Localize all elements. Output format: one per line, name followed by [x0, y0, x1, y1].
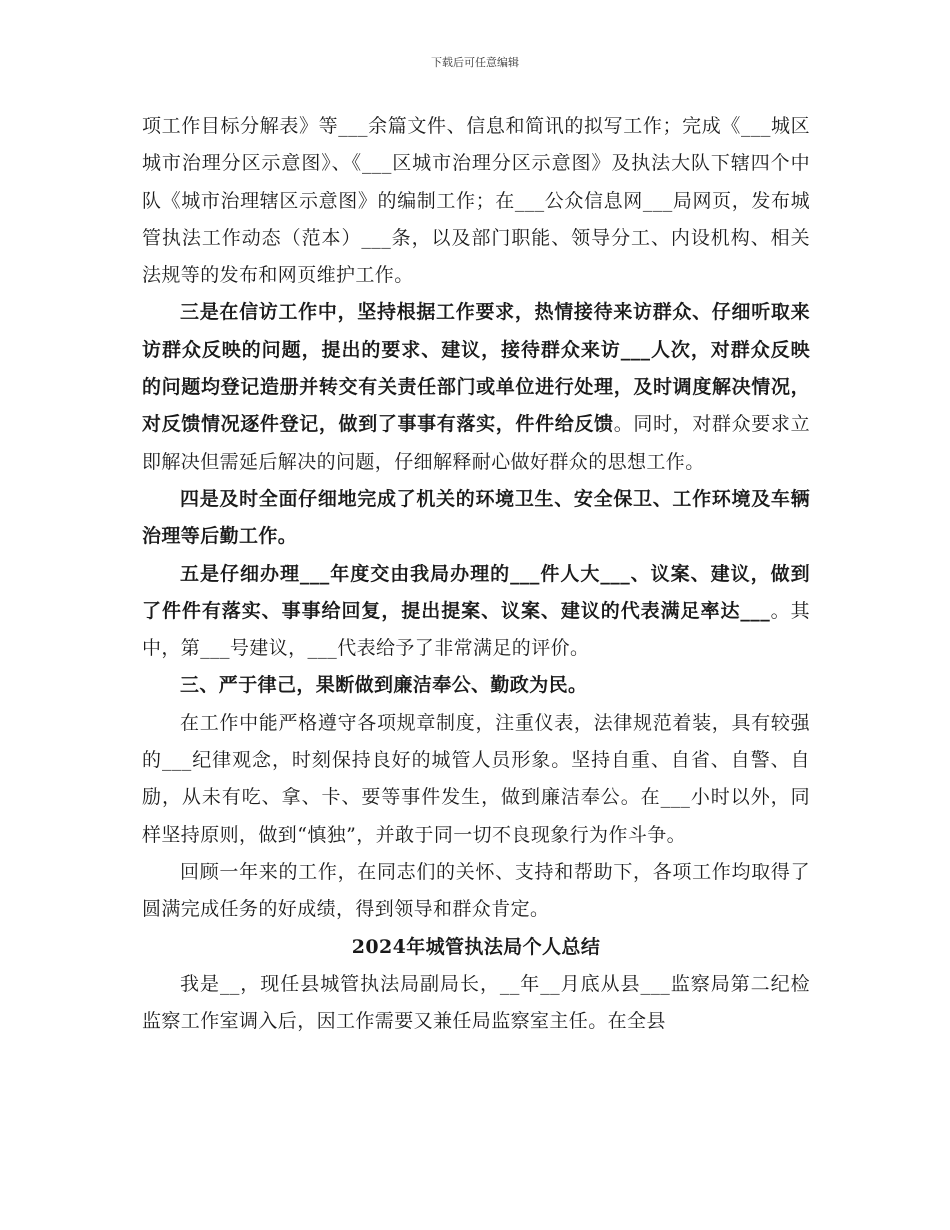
paragraph-1: 项工作目标分解表》等___余篇文件、信息和简讯的拟写工作；完成《___城区城市治理分区示意图》、《___区城市治理分区示意图》及执法大队下辖四个中队《城市治理辖区示意图》的编制工作；在___公众信息网___局网页，发布城管执法工作动态（范本）___条，以及部门职能、领导分工、内设机构、相关法规等的发布和网页维护工作。	[142, 115, 810, 287]
paragraph-2-bold: 三是在信访工作中，坚持根据工作要求，热情接待来访群众、仔细听取来访群众反映的问题，提出的要求、建议，接待群众来访___人次，对群众反映的问题均登记造册并转交有关责任部门或单位进行处理，及时调度解决情况，对反馈情况逐件登记，做到了事事有落实，件件给反馈	[142, 301, 810, 436]
paragraph-2	[142, 294, 810, 480]
document-title: 2024年城管执法局个人总结	[351, 935, 601, 958]
document-body	[142, 108, 810, 1040]
paragraph-2-rest: 。同时，对群众要求立即解决但需延后解决的问题，仔细解释耐心做好群众的思想工作。	[142, 413, 810, 473]
paragraph-7: 回顾一年来的工作，在同志们的关怀、支持和帮助下，各项工作均取得了圆满完成任务的好成绩，得到领导和群众肯定。	[142, 860, 810, 921]
paragraph-3: 四是及时全面仔细地完成了机关的环境卫生、安全保卫、工作环境及车辆治理等后勤工作。	[142, 487, 810, 548]
page-header: 下载后可任意编辑	[431, 56, 519, 69]
section-heading-3: 三、严于律己，果断做到廉洁奉公、勤政为民。	[180, 674, 588, 697]
paragraph-6: 在工作中能严格遵守各项规章制度，注重仪表，法律规范着装，具有较强的___纪律观念，时刻保持良好的城管人员形象。坚持自重、自省、自警、自励，从未有吃、拿、卡、要等事件发生，做到廉洁奉公。在___小时以外，同样坚持原则，做到“慎独”，并敢于同一切不良现象行为作斗争。	[142, 711, 810, 846]
paragraph-4	[142, 556, 810, 668]
paragraph-4-bold: 五是仔细办理___年度交由我局办理的___件人大___、议案、建议，做到了件件有落实、事事给回复，提出提案、议案、建议的代表满足率达___	[142, 562, 810, 622]
paragraph-4-rest: 。其中，第___号建议，___代表给予了非常满足的评价。	[142, 599, 810, 660]
paragraph-8: 我是__，现任县城管执法局副局长，__年__月底从县___监察局第二纪检监察工作室调入后，因工作需要又兼任局监察室主任。在全县	[142, 972, 810, 1033]
